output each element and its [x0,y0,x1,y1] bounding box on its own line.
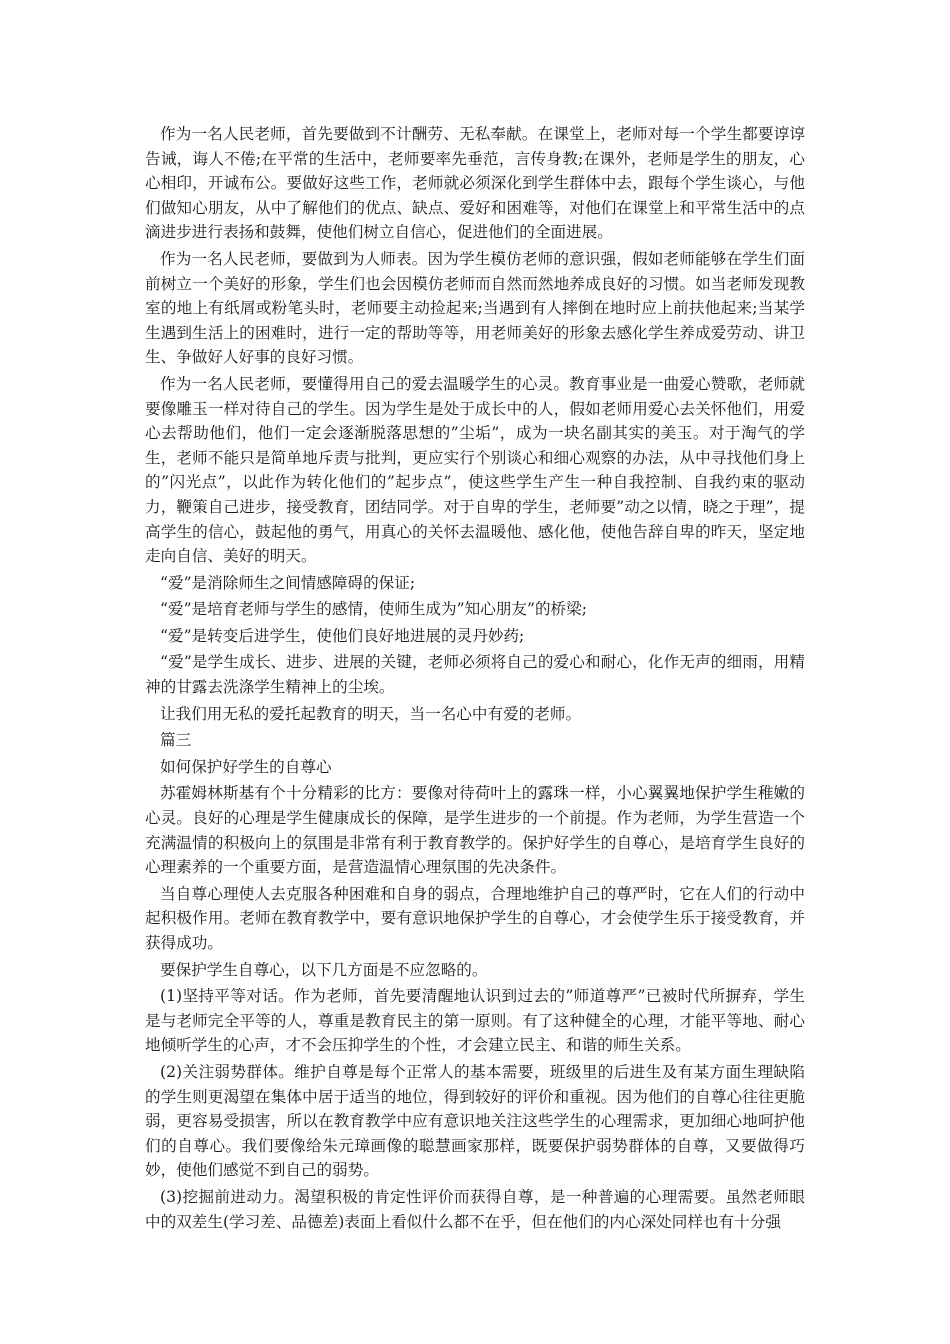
love-statement: “爱”是培育老师与学生的感情，使师生成为”知心朋友”的桥梁; [160,600,587,619]
list-item: (2)关注弱势群体。维护自尊是每个正常人的基本需要，班级里的后进生及有某方面生理缺陷的学生则更渴望在集体中居于适当的地位，得到较好的评价和重视。因为他们的自尊心往往更脆弱，更容易受损害，所以在教育教学中应有意识地关注这些学生的心理需求，更加细心地呵护他们的自尊心。我们要像给朱元璋画像的聪慧画家那样，既要保护弱势群体的自尊，又要做得巧妙，使他们感觉不到自己的弱势。 [145,1062,805,1180]
paragraph: 作为一名人民老师，首先要做到不计酬劳、无私奉献。在课堂上，老师对每一个学生都要谆谆告诫，诲人不倦;在平常的生活中，老师要率先垂范，言传身教;在课外，老师是学生的朋友，心心相印，开诚布公。要做好这些工作，老师就必须深化到学生群体中去，跟每个学生谈心，与他们做知心朋友，从中了解他们的优点、缺点、爱好和困难等，对他们在课堂上和平常生活中的点滴进步进行表扬和鼓舞，使他们树立自信心，促进他们的全面进展。 [145,125,805,242]
paragraph: 苏霍姆林斯基有个十分精彩的比方：要像对待荷叶上的露珠一样，小心翼翼地保护学生稚嫩的心灵。良好的心理是学生健康成长的保障，是学生进步的一个前提。作为老师，为学生营造一个充满温情的积极向上的氛围是非常有利于教育教学的。保护好学生的自尊心，是培育学生良好的心理素养的一个重要方面，是营造温情心理氛围的先决条件。 [145,784,805,877]
section-heading: 篇三 [160,731,192,750]
list-item: (1)坚持平等对话。作为老师，首先要清醒地认识到过去的”师道尊严”已被时代所摒弃，学生是与老师完全平等的人，尊重是教育民主的第一原则。有了这种健全的心理，才能平等地、耐心地倾听学生的心声，才不会压抑学生的个性，才会建立民主、和谐的师生关系。 [145,987,805,1055]
love-statement: “爱”是转变后进学生，使他们良好地进展的灵丹妙药; [160,626,525,645]
paragraph: 作为一名人民老师，要做到为人师表。因为学生模仿老师的意识强，假如老师能够在学生们面前树立一个美好的形象，学生们也会因模仿老师而自然而然地养成良好的习惯。如当老师发现教室的地上有纸屑或粉笔头时，老师要主动捡起来;当遇到有人摔倒在地时应上前扶他起来;当某学生遇到生活上的困难时，进行一定的帮助等等，用老师美好的形象去感化学生养成爱劳动、讲卫生、争做好人好事的良好习惯。 [145,249,805,367]
paragraph: 要保护学生自尊心，以下几方面是不应忽略的。 [160,960,488,979]
document-body [145,122,805,1236]
section-title: 如何保护好学生的自尊心 [160,757,332,776]
paragraph: 让我们用无私的爱托起教育的明天，当一名心中有爱的老师。 [160,704,582,723]
paragraph: 作为一名人民老师，要懂得用自己的爱去温暖学生的心灵。教育事业是一曲爱心赞歌，老师就要像雕玉一样对待自己的学生。因为学生是处于成长中的人，假如老师用爱心去关怀他们，用爱心去帮助他们，他们一定会逐渐脱落思想的”尘垢”，成为一块名副其实的美玉。对于淘气的学生，老师不能只是简单地斥责与批判，更应实行个别谈心和细心观察的办法，从中寻找他们身上的”闪光点”，以此作为转化他们的”起步点”，使这些学生产生一种自我控制、自我约束的驱动力，鞭策自己进步，接受教育，团结同学。对于自卑的学生，老师要”动之以情，晓之于理”，提高学生的信心，鼓起他的勇气，用真心的关怀去温暖他、感化他，使他告辞自卑的昨天，坚定地走向自信、美好的明天。 [145,374,805,566]
paragraph: 当自尊心理使人去克服各种困难和自身的弱点，合理地维护自己的尊严时，它在人们的行动中起积极作用。老师在教育教学中，要有意识地保护学生的自尊心，才会使学生乐于接受教育，并获得成功。 [145,884,805,952]
list-item: (3)挖掘前进动力。渴望积极的肯定性评价而获得自尊，是一种普遍的心理需要。虽然老师眼中的双差生(学习差、品德差)表面上看似什么都不在乎，但在他们的内心深处同样也有十分强 [145,1187,805,1231]
love-statement: “爱”是消除师生之间情感障碍的保证; [160,573,416,592]
love-statement: “爱”是学生成长、进步、进展的关键，老师必须将自己的爱心和耐心，化作无声的细雨，用精神的甘露去洗涤学生精神上的尘埃。 [145,653,805,697]
